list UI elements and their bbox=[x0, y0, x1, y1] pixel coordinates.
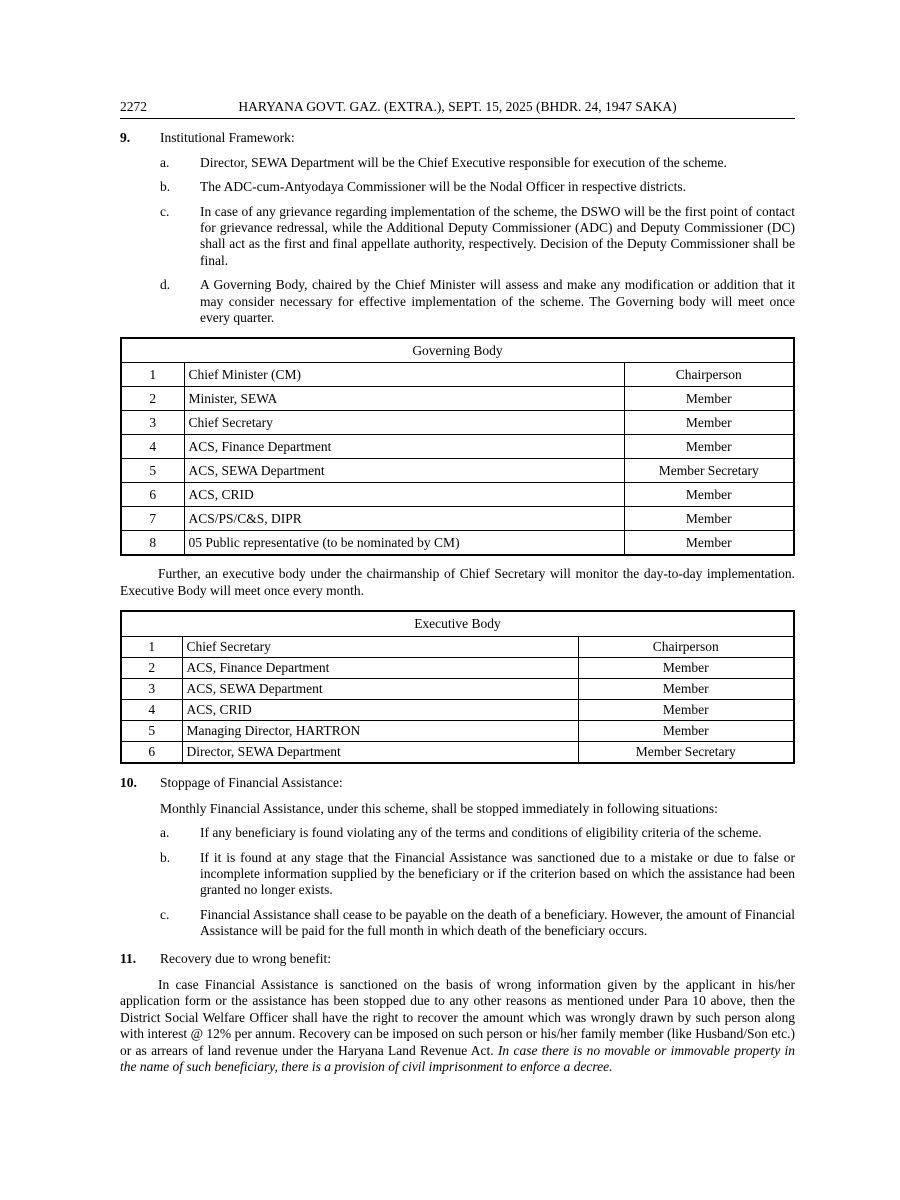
table-cell: Member bbox=[624, 483, 794, 507]
list-item-text: If it is found at any stage that the Financial Assistance was sanctioned due to a mistake or due to false or incomplete information supplied by the beneficiary or if the criterion based on which the assistance had been granted no longer exists. bbox=[200, 849, 795, 898]
table-cell: ACS, CRID bbox=[182, 700, 578, 721]
section-title: Recovery due to wrong benefit: bbox=[160, 950, 331, 966]
table-cell: 05 Public representative (to be nominated by CM) bbox=[184, 531, 624, 556]
table-cell: 2 bbox=[121, 387, 184, 411]
section-number: 11. bbox=[120, 950, 137, 966]
list-item-text: A Governing Body, chaired by the Chief Minister will assess and make any modification or addition that it may consider necessary for effective implementation of the scheme. The Governing body will meet once every quarter. bbox=[200, 277, 795, 326]
table-cell: 1 bbox=[121, 637, 182, 658]
table-title-row bbox=[121, 611, 794, 637]
section-11-paragraph bbox=[120, 977, 795, 1075]
paragraph-roman-text: In case Financial Assistance is sanctioned on the basis of wrong information given by the applicant in his/her application form or the assistance has been stopped due to any other reasons as mentioned under Para 10 above, then the District Social Welfare Officer shall have the right to recover the amount which was wrongly drawn by such person along with interest @ 12% per annum. Recovery can be imposed on such person or his/her family member (like Husband/Son etc.) or as arrears of land revenue under the Haryana Land Revenue Act. bbox=[120, 976, 795, 1058]
list-item-label: c. bbox=[160, 906, 170, 922]
list-item bbox=[120, 179, 795, 195]
table-cell: 3 bbox=[121, 679, 182, 700]
table-cell: Member bbox=[624, 411, 794, 435]
list-item-text: If any beneficiary is found violating any of the terms and conditions of eligibility criteria of the scheme. bbox=[200, 825, 762, 841]
table-title: Governing Body bbox=[121, 338, 794, 363]
table-cell: 1 bbox=[121, 363, 184, 387]
list-item-text: The ADC-cum-Antyodaya Commissioner will be the Nodal Officer in respective districts. bbox=[200, 179, 687, 195]
table-row bbox=[121, 658, 794, 679]
executive-body-table bbox=[120, 610, 795, 764]
list-item-label: a. bbox=[160, 154, 170, 170]
section-number: 9. bbox=[120, 130, 131, 146]
table-row bbox=[121, 637, 794, 658]
header-title: HARYANA GOVT. GAZ. (EXTRA.), SEPT. 15, 2025 (BHDR. 24, 1947 SAKA) bbox=[238, 99, 677, 114]
page-content bbox=[120, 0, 795, 1075]
table-cell: ACS, Finance Department bbox=[182, 658, 578, 679]
list-item bbox=[120, 825, 795, 841]
table-row bbox=[121, 679, 794, 700]
list-item-label: c. bbox=[160, 203, 170, 219]
table-cell: Member bbox=[578, 658, 794, 679]
list-item bbox=[120, 850, 795, 899]
list-item-text: Financial Assistance shall cease to be payable on the death of a beneficiary. However, the amount of Financial Assistance will be paid for the full month in which death of the beneficiary occurs. bbox=[200, 906, 795, 939]
table-cell: 4 bbox=[121, 700, 182, 721]
table-row bbox=[121, 742, 794, 764]
table-cell: 4 bbox=[121, 435, 184, 459]
table-cell: 6 bbox=[121, 742, 182, 764]
list-item bbox=[120, 155, 795, 171]
list-item bbox=[120, 204, 795, 270]
list-item-label: d. bbox=[160, 277, 171, 293]
table-cell: ACS, SEWA Department bbox=[182, 679, 578, 700]
table-cell: Member Secretary bbox=[578, 742, 794, 764]
table-cell: ACS, Finance Department bbox=[184, 435, 624, 459]
table-title-row bbox=[121, 338, 794, 363]
table-title: Executive Body bbox=[121, 611, 794, 637]
table-cell: Member bbox=[624, 531, 794, 556]
table-cell: Chief Minister (CM) bbox=[184, 363, 624, 387]
table-cell: 2 bbox=[121, 658, 182, 679]
paragraph-italic-text: In case there is no movable or immovable property in the name of such beneficiary, there is a provision of civil imprisonment to enforce a decree. bbox=[120, 1042, 795, 1074]
table-cell: Chairperson bbox=[624, 363, 794, 387]
section-title: Stoppage of Financial Assistance: bbox=[160, 775, 343, 791]
table-cell: 6 bbox=[121, 483, 184, 507]
table-cell: ACS, CRID bbox=[184, 483, 624, 507]
table-cell: Managing Director, HARTRON bbox=[182, 721, 578, 742]
section-10-heading bbox=[120, 775, 795, 791]
list-item-label: a. bbox=[160, 825, 170, 841]
page-header bbox=[120, 99, 795, 115]
table-row bbox=[121, 363, 794, 387]
table-cell: Chairperson bbox=[578, 637, 794, 658]
list-item-label: b. bbox=[160, 179, 171, 195]
table-cell: ACS, SEWA Department bbox=[184, 459, 624, 483]
table-cell: Chief Secretary bbox=[182, 637, 578, 658]
table-row bbox=[121, 435, 794, 459]
list-item-text: In case of any grievance regarding implementation of the scheme, the DSWO will be the first point of contact for grievance redressal, while the Additional Deputy Commissioner (ADC) and Deputy Commissioner (DC) shall act as the first and final appellate authority, respectively. Decision of the Deputy Commissioner shall be final. bbox=[200, 203, 795, 268]
table-cell: Director, SEWA Department bbox=[182, 742, 578, 764]
section-10-intro: Monthly Financial Assistance, under this scheme, shall be stopped immediately in following situations: bbox=[160, 800, 718, 816]
section-9-heading bbox=[120, 130, 795, 146]
table-cell: Member bbox=[624, 507, 794, 531]
section-title: Institutional Framework: bbox=[160, 130, 295, 146]
header-rule bbox=[120, 118, 795, 119]
list-item bbox=[120, 277, 795, 326]
list-item bbox=[120, 907, 795, 940]
page-number: 2272 bbox=[120, 99, 147, 114]
table-cell: Chief Secretary bbox=[184, 411, 624, 435]
list-item-label: b. bbox=[160, 849, 171, 865]
table-row bbox=[121, 507, 794, 531]
table-cell: Member bbox=[578, 721, 794, 742]
table-row bbox=[121, 700, 794, 721]
table-cell: Member Secretary bbox=[624, 459, 794, 483]
table-cell: Member bbox=[624, 387, 794, 411]
table-row bbox=[121, 387, 794, 411]
table-cell: Minister, SEWA bbox=[184, 387, 624, 411]
table-row bbox=[121, 483, 794, 507]
section-11-heading bbox=[120, 951, 795, 967]
table-row bbox=[121, 531, 794, 556]
table-cell: 5 bbox=[121, 459, 184, 483]
table-cell: 3 bbox=[121, 411, 184, 435]
table-cell: Member bbox=[624, 435, 794, 459]
governing-body-table bbox=[120, 337, 795, 556]
table-row bbox=[121, 411, 794, 435]
between-tables-paragraph: Further, an executive body under the chairmanship of Chief Secretary will monitor the day-to-day implementation. Executive Body will meet once every month. bbox=[120, 566, 795, 598]
list-item-text: Director, SEWA Department will be the Chief Executive responsible for execution of the scheme. bbox=[200, 154, 727, 170]
section-number: 10. bbox=[120, 775, 137, 791]
table-cell: Member bbox=[578, 700, 794, 721]
table-cell: 8 bbox=[121, 531, 184, 556]
table-cell: Member bbox=[578, 679, 794, 700]
table-row bbox=[121, 721, 794, 742]
table-cell: 7 bbox=[121, 507, 184, 531]
table-cell: ACS/PS/C&S, DIPR bbox=[184, 507, 624, 531]
table-cell: 5 bbox=[121, 721, 182, 742]
table-row bbox=[121, 459, 794, 483]
